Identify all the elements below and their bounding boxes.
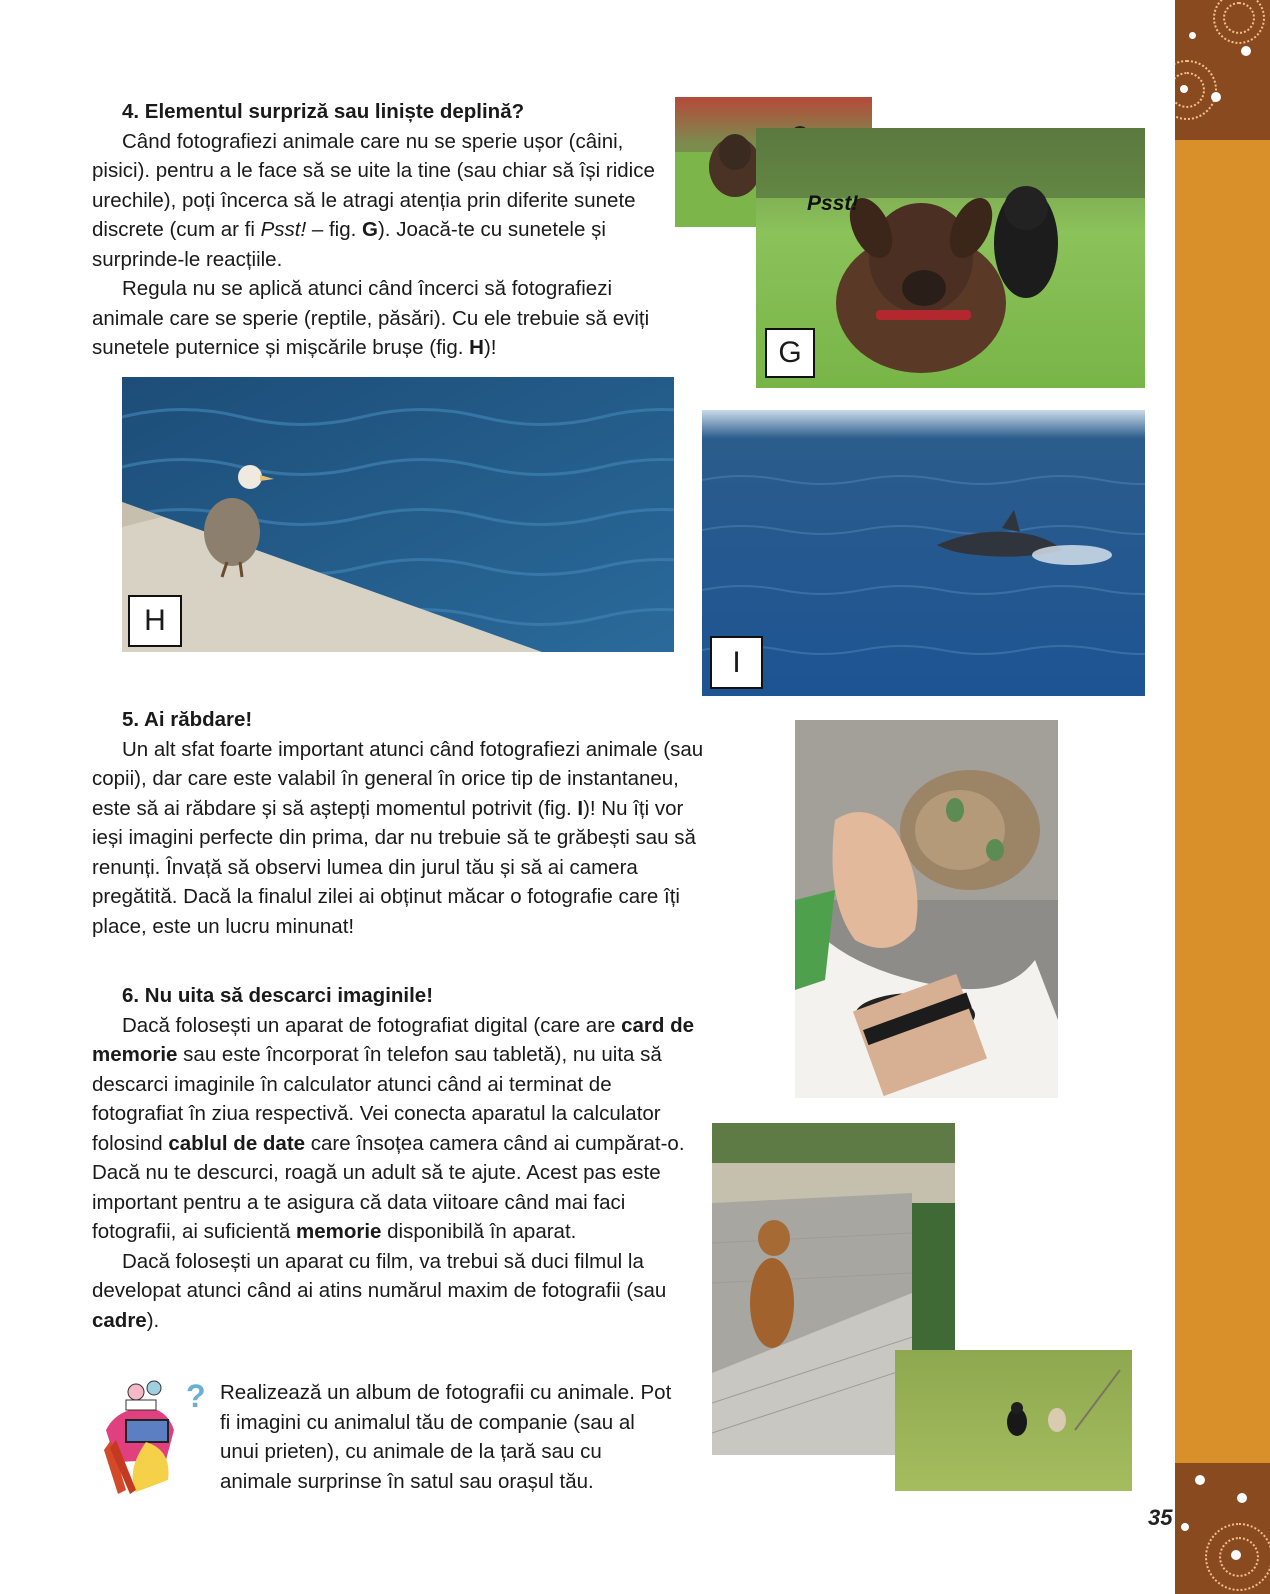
- photo-cat: [795, 720, 1058, 1098]
- section-5-text: [92, 705, 704, 941]
- page-number: 35: [1148, 1505, 1173, 1530]
- psst-caption: Psst!: [807, 192, 859, 215]
- figure-label-g: G: [765, 328, 815, 378]
- sidebar-decoration-bottom: [1175, 1463, 1270, 1594]
- figure-label-h: H: [128, 595, 182, 647]
- section-5-paragraph-1: Un alt sfat foarte important atunci când fotografiezi animale (sau copii), dar care este valabil în general în orice tip de instantaneu, este să ai răbdare și să aștepți momentul potrivit (fig. I)! Nu îți vor ieși imagini perfecte din prima, dar nu trebuie să te grăbești sau să renunți. Învață să observi lumea din jurul tău și să ai camera pregătită. Dacă la finalul zilei ai obținut măcar o fotografie care îți place, este un lucru minunat!: [92, 737, 704, 938]
- section-6-paragraph-2: Dacă folosești un aparat cu film, va trebui să duci filmul la developat atunci când ai atins numărul maxim de fotografii (sau cadre).: [92, 1249, 667, 1332]
- activity-illustration: [96, 1370, 190, 1496]
- sidebar-decoration-top: [1175, 0, 1270, 140]
- section-6-heading: 6. Nu uita să descarci imaginile!: [122, 984, 434, 1007]
- photo-seagull: [122, 377, 674, 652]
- section-4-heading: 4. Elementul surpriză sau liniște deplină?: [122, 100, 525, 123]
- section-6-text: [92, 981, 704, 1335]
- page-sidebar: [1175, 0, 1270, 1594]
- photo-dogs-grass: [895, 1350, 1132, 1491]
- section-4-text: [92, 97, 662, 363]
- section-4-paragraph-1: Când fotografiezi animale care nu se sperie ușor (câini, pisici). pentru a le face să se uite la tine (sau chiar să își ridice urechile), poți încerca să le atragi atenția prin diferite sunete discrete (cum ar fi Psst! – fig. G). Joacă-te cu sunetele și surprinde-le reacțiile.: [92, 129, 655, 271]
- activity-text: Realizează un album de fotografii cu animale. Pot fi imagini cu animalul tău de companie (sau al unui prieten), cu animale de la țară sau cu animale surprinse în satul sau orașul tău.: [220, 1381, 672, 1493]
- section-5-heading: 5. Ai răbdare!: [122, 708, 253, 731]
- figure-label-i: I: [710, 636, 763, 689]
- photo-dolphin: [702, 410, 1145, 696]
- question-mark-icon: ?: [186, 1378, 206, 1414]
- section-6-paragraph-1: Dacă folosești un aparat de fotografiat digital (care are card de memorie sau este încorporat în telefon sau tabletă), nu uita să descarci imaginile în calculator atunci când ai terminat de fotografiat în ziua respectivă. Vei conecta aparatul la calculator folosind cablul de date care însoțea camera când ai cumpărat-o. Dacă nu te descurci, roagă un adult să te ajute. Acest pas este important pentru a te asigura că data viitoare când mai faci fotografii, ai suficientă memorie disponibilă în aparat.: [92, 1013, 695, 1243]
- section-4-paragraph-2: Regula nu se aplică atunci când încerci să fotografiezi animale care se sperie (reptile, păsări). Cu ele trebuie să eviți sunetele puternice și mișcările brușe (fig. H)!: [92, 277, 650, 359]
